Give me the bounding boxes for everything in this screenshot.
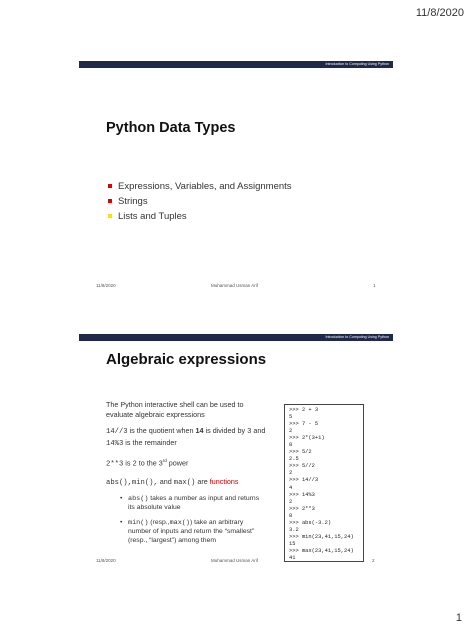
- header-bar: [79, 61, 393, 68]
- bullet-item: [108, 179, 292, 194]
- console-line: 2: [289, 498, 293, 505]
- footer-author: Muhammad Usman Arif: [211, 283, 259, 288]
- square-bullet-icon: [108, 184, 112, 188]
- bullet-text: Expressions, Variables, and Assignments: [118, 181, 292, 192]
- python-shell-console: [284, 404, 364, 562]
- console-line: >>> 2 + 3: [289, 407, 319, 413]
- header-text: Introduction to Computing Using Python: [325, 62, 389, 66]
- console-line: 41: [289, 554, 296, 561]
- footer-date: 11/8/2020: [96, 558, 116, 563]
- explanation-text: [106, 400, 266, 551]
- sub-bullet-item: • abs() takes a number as input and returns its absolute value: [120, 495, 266, 513]
- header-bar: [79, 334, 393, 341]
- console-line: >>> min(23,41,15,24): [289, 533, 354, 540]
- slide-title: Python Data Types: [106, 120, 236, 136]
- console-line: 2: [289, 470, 293, 477]
- console-line: 5: [289, 414, 293, 421]
- console-line: 8: [289, 512, 293, 519]
- intro-paragraph: The Python interactive shell can be used to evaluate algebraic expressions: [106, 400, 244, 419]
- console-line: 4: [289, 484, 293, 491]
- bullet-item: [108, 209, 292, 224]
- console-line: >>> 5/2: [289, 449, 312, 456]
- footer-slide-number: 1: [373, 283, 376, 288]
- footer-slide-number: 2: [372, 558, 375, 563]
- power-paragraph: 2**3 is 2 to the 3rd power: [106, 458, 189, 469]
- console-line: >>> max(23,41,15,24): [289, 547, 354, 554]
- console-line: 15: [289, 540, 296, 547]
- console-line: >>> abs(-3.2): [289, 519, 332, 526]
- page-date: 11/8/2020: [415, 7, 464, 19]
- console-line: 2.5: [289, 456, 299, 463]
- header-text: Introduction to Computing Using Python: [325, 335, 389, 339]
- console-line: 8: [289, 442, 293, 449]
- bullet-list: [108, 179, 292, 224]
- footer-author: Muhammad Usman Arif: [211, 558, 259, 563]
- slide-2: [79, 334, 393, 572]
- square-bullet-icon: [108, 199, 112, 203]
- bullet-item: [108, 194, 292, 209]
- footer-date: 11/8/2020: [96, 283, 116, 288]
- quotient-paragraph: 14//3 is the quotient when 14 is divided by 3 and 14%3 is the remainder: [106, 426, 266, 448]
- console-line: >>> 7 - 5: [289, 421, 319, 428]
- slide-title: Algebraic expressions: [106, 351, 267, 368]
- square-bullet-icon: [108, 214, 112, 218]
- functions-paragraph: abs(),min(), and max() are functions: [106, 476, 239, 487]
- page-number: 1: [455, 612, 462, 624]
- function-sub-list: [106, 495, 266, 545]
- slide-1: [79, 61, 393, 294]
- console-line: >>> 14%3: [289, 491, 315, 498]
- bullet-text: Strings: [118, 196, 148, 207]
- console-line: >>> 14//3: [289, 477, 319, 484]
- console-line: 2: [289, 428, 293, 435]
- bullet-text: Lists and Tuples: [118, 211, 187, 222]
- console-line: 3.2: [289, 526, 299, 533]
- console-line: >>> 5//2: [289, 463, 315, 470]
- sub-bullet-item: • min() (resp.,max()) take an arbitrary number of inputs and return the “smallest” (resp., “largest”) among them: [120, 519, 266, 545]
- console-line: >>> 2*(3+1): [289, 435, 325, 442]
- console-line: >>> 2**3: [289, 505, 315, 512]
